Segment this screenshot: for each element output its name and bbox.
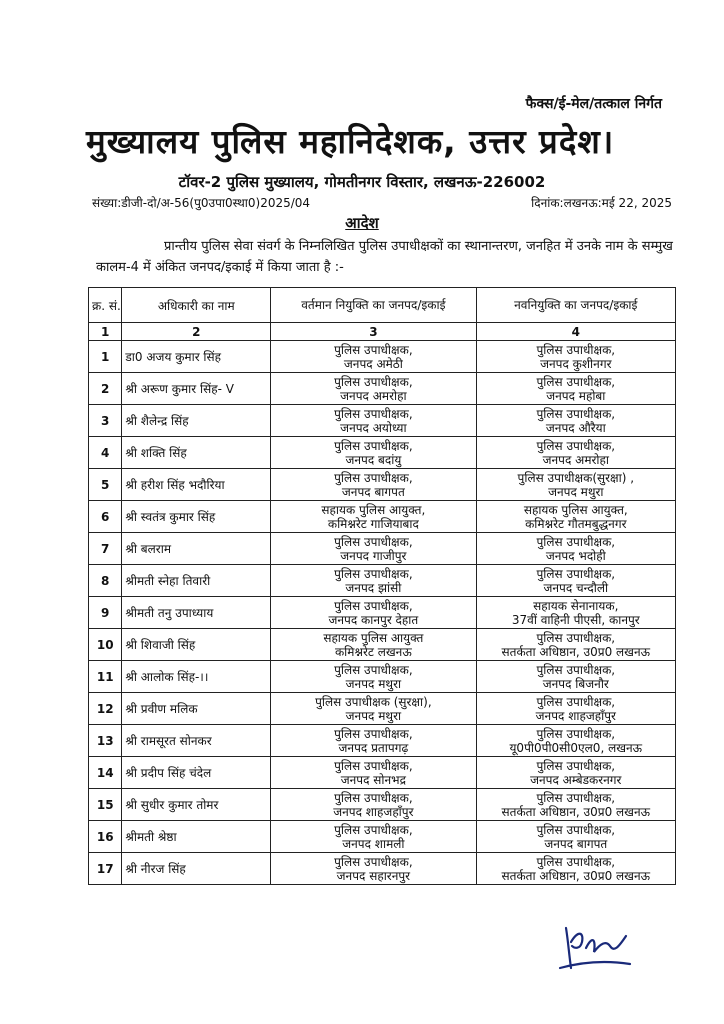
new-posting	[476, 469, 675, 501]
current-posting-line-1: पुलिस उपाधीक्षक,	[334, 790, 413, 805]
table-row	[89, 757, 676, 789]
header-new-posting: नवनियुक्ति का जनपद/इकाई	[476, 288, 675, 323]
new-posting-line-2: जनपद महोबा	[546, 388, 606, 403]
new-posting-line-2: जनपद चन्दौली	[543, 580, 609, 595]
serial-number: 4	[89, 437, 122, 469]
reference-number: संख्या:डीजी-दो/अ-56(पु0उपा0स्था0)2025/04	[92, 196, 311, 210]
officer-name: श्री प्रवीण मलिक	[122, 693, 271, 725]
current-posting-line-2: जनपद सहारनपुर	[336, 868, 411, 883]
new-posting-line-1: पुलिस उपाधीक्षक,	[536, 662, 616, 677]
new-posting-line-1: पुलिस उपाधीक्षक,	[536, 854, 616, 869]
current-posting-line-2: जनपद सोनभद्र	[340, 772, 406, 787]
table-row	[89, 661, 676, 693]
table-row	[89, 629, 676, 661]
officer-name: श्री शैलेन्द्र सिंह	[122, 405, 271, 437]
officer-name: श्री रामसूरत सोनकर	[122, 725, 271, 757]
current-posting-line-1: पुलिस उपाधीक्षक,	[334, 598, 413, 613]
new-posting-line-2: सतर्कता अधिष्ठान, उ0प्र0 लखनऊ	[501, 804, 651, 819]
current-posting-line-2: जनपद झांसी	[345, 580, 402, 595]
current-posting-line-2: जनपद बागपत	[341, 484, 405, 499]
new-posting	[476, 789, 675, 821]
table-header-row	[89, 288, 676, 323]
officer-name: श्री स्वतंत्र कुमार सिंह	[122, 501, 271, 533]
current-posting	[271, 597, 476, 629]
officer-name: श्री शक्ति सिंह	[122, 437, 271, 469]
serial-number: 15	[89, 789, 122, 821]
current-posting-line-2: जनपद अमेठी	[343, 356, 403, 371]
table-row	[89, 469, 676, 501]
officer-name: डा0 अजय कुमार सिंह	[122, 341, 271, 373]
new-posting-line-1: पुलिस उपाधीक्षक,	[536, 534, 616, 549]
current-posting-line-2: जनपद शाहजहाँपुर	[333, 804, 414, 819]
current-posting	[271, 629, 476, 661]
new-posting-line-1: सहायक सेनानायक,	[533, 598, 619, 613]
serial-number: 2	[89, 373, 122, 405]
column-number: 3	[271, 323, 476, 341]
current-posting	[271, 533, 476, 565]
current-posting-line-2: कमिश्नरेट गाजियाबाद	[327, 516, 419, 531]
serial-number: 5	[89, 469, 122, 501]
new-posting-line-2: यू0पी0पी0सी0एल0, लखनऊ	[509, 740, 643, 755]
current-posting-line-1: पुलिस उपाधीक्षक,	[334, 406, 413, 421]
current-posting-line-1: पुलिस उपाधीक्षक,	[334, 662, 413, 677]
current-posting	[271, 341, 476, 373]
new-posting-line-1: पुलिस उपाधीक्षक,	[536, 726, 616, 741]
current-posting-line-1: पुलिस उपाधीक्षक (सुरक्षा),	[315, 694, 432, 709]
current-posting	[271, 789, 476, 821]
current-posting-line-2: जनपद अमरोहा	[340, 388, 407, 403]
new-posting-line-2: जनपद अमरोहा	[542, 452, 609, 467]
officer-name: श्री आलोक सिंह-।।	[122, 661, 271, 693]
new-posting	[476, 853, 675, 885]
current-posting-line-2: जनपद अयोध्या	[340, 420, 407, 435]
transfer-table	[88, 287, 676, 885]
table-row	[89, 789, 676, 821]
table-row	[89, 853, 676, 885]
officer-name: श्री सुधीर कुमार तोमर	[122, 789, 271, 821]
current-posting	[271, 725, 476, 757]
serial-number: 8	[89, 565, 122, 597]
serial-number: 3	[89, 405, 122, 437]
current-posting	[271, 693, 476, 725]
new-posting	[476, 373, 675, 405]
current-posting	[271, 757, 476, 789]
current-posting-line-1: पुलिस उपाधीक्षक,	[334, 758, 413, 773]
table-row	[89, 405, 676, 437]
current-posting	[271, 469, 476, 501]
new-posting-line-2: जनपद औरैया	[545, 420, 606, 435]
new-posting	[476, 821, 675, 853]
serial-number: 6	[89, 501, 122, 533]
officer-name: श्री शिवाजी सिंह	[122, 629, 271, 661]
table-row	[89, 725, 676, 757]
table-row	[89, 437, 676, 469]
order-heading: आदेश	[345, 214, 379, 232]
new-posting	[476, 341, 675, 373]
fax-line: फैक्स/ई-मेल/तत्काल निर्गत	[525, 96, 662, 112]
current-posting-line-1: सहायक पुलिस आयुक्त,	[321, 502, 426, 517]
new-posting-line-2: 37वीं वाहिनी पीएसी, कानपुर	[511, 612, 640, 627]
new-posting-line-2: सतर्कता अधिष्ठान, उ0प्र0 लखनऊ	[501, 644, 651, 659]
table-row	[89, 597, 676, 629]
signature-mark	[552, 918, 632, 974]
officer-name: श्रीमती स्नेहा तिवारी	[122, 565, 271, 597]
new-posting	[476, 405, 675, 437]
serial-number: 12	[89, 693, 122, 725]
header-officer-name: अधिकारी का नाम	[122, 288, 271, 323]
current-posting-line-1: सहायक पुलिस आयुक्त	[323, 630, 424, 645]
column-number: 2	[122, 323, 271, 341]
officer-name: श्री बलराम	[122, 533, 271, 565]
serial-number: 1	[89, 341, 122, 373]
current-posting-line-2: कमिश्नरेट लखनऊ	[334, 644, 412, 659]
current-posting-line-2: जनपद मथुरा	[345, 708, 402, 723]
officer-name: श्रीमती तनु उपाध्याय	[122, 597, 271, 629]
reference-row	[92, 194, 672, 211]
serial-number: 9	[89, 597, 122, 629]
table-row	[89, 533, 676, 565]
office-address: टॉवर-2 पुलिस मुख्यालय, गोमतीनगर विस्तार, लखनऊ-226002	[178, 173, 546, 191]
new-posting	[476, 501, 675, 533]
current-posting-line-2: जनपद शामली	[342, 836, 405, 851]
new-posting	[476, 629, 675, 661]
table-row	[89, 693, 676, 725]
new-posting-line-1: सहायक पुलिस आयुक्त,	[523, 502, 628, 517]
current-posting-line-1: पुलिस उपाधीक्षक,	[334, 438, 413, 453]
new-posting-line-2: जनपद शाहजहाँपुर	[535, 708, 616, 723]
officer-name: श्री नीरज सिंह	[122, 853, 271, 885]
new-posting-line-2: जनपद बिजनौर	[542, 676, 609, 691]
current-posting-line-1: पुलिस उपाधीक्षक,	[334, 726, 413, 741]
current-posting-line-2: जनपद गाजीपुर	[340, 548, 407, 563]
current-posting-line-1: पुलिस उपाधीक्षक,	[334, 470, 413, 485]
current-posting	[271, 853, 476, 885]
new-posting-line-2: जनपद अम्बेडकरनगर	[530, 772, 622, 787]
new-posting-line-2: सतर्कता अधिष्ठान, उ0प्र0 लखनऊ	[501, 868, 651, 883]
table-row	[89, 373, 676, 405]
new-posting-line-1: पुलिस उपाधीक्षक,	[536, 374, 616, 389]
current-posting-line-1: पुलिस उपाधीक्षक,	[334, 822, 413, 837]
serial-number: 17	[89, 853, 122, 885]
new-posting-line-1: पुलिस उपाधीक्षक,	[536, 630, 616, 645]
current-posting-line-2: जनपद मथुरा	[345, 676, 402, 691]
serial-number: 16	[89, 821, 122, 853]
new-posting	[476, 437, 675, 469]
current-posting	[271, 405, 476, 437]
new-posting-line-2: जनपद बागपत	[544, 836, 608, 851]
current-posting	[271, 437, 476, 469]
current-posting	[271, 501, 476, 533]
serial-number: 14	[89, 757, 122, 789]
current-posting-line-1: पुलिस उपाधीक्षक,	[334, 342, 413, 357]
officer-name: श्री प्रदीप सिंह चंदेल	[122, 757, 271, 789]
current-posting-line-1: पुलिस उपाधीक्षक,	[334, 854, 413, 869]
new-posting	[476, 661, 675, 693]
new-posting	[476, 565, 675, 597]
serial-number: 11	[89, 661, 122, 693]
new-posting-line-2: जनपद भदोही	[545, 548, 606, 563]
serial-number: 13	[89, 725, 122, 757]
new-posting	[476, 597, 675, 629]
current-posting-line-1: पुलिस उपाधीक्षक,	[334, 566, 413, 581]
current-posting-line-2: जनपद प्रतापगढ़	[338, 740, 409, 755]
header-current-posting: वर्तमान नियुक्ति का जनपद/इकाई	[271, 288, 476, 323]
new-posting-line-2: जनपद कुशीनगर	[540, 356, 612, 371]
new-posting-line-2: जनपद मथुरा	[548, 484, 604, 499]
new-posting-line-1: पुलिस उपाधीक्षक,	[536, 822, 616, 837]
new-posting	[476, 757, 675, 789]
current-posting	[271, 565, 476, 597]
table-row	[89, 501, 676, 533]
table-row	[89, 341, 676, 373]
new-posting-line-1: पुलिस उपाधीक्षक,	[536, 438, 616, 453]
column-number-row	[89, 323, 676, 341]
page-title: मुख्यालय पुलिस महानिदेशक, उत्तर प्रदेश।	[86, 122, 615, 161]
current-posting-line-1: पुलिस उपाधीक्षक,	[334, 534, 413, 549]
officer-name: श्री हरीश सिंह भदौरिया	[122, 469, 271, 501]
column-number: 4	[476, 323, 675, 341]
serial-number: 10	[89, 629, 122, 661]
table-row	[89, 565, 676, 597]
current-posting-line-2: जनपद कानपुर देहात	[328, 612, 419, 627]
officer-name: श्रीमती श्रेष्ठा	[122, 821, 271, 853]
new-posting-line-1: पुलिस उपाधीक्षक,	[536, 758, 616, 773]
current-posting	[271, 821, 476, 853]
new-posting-line-1: पुलिस उपाधीक्षक,	[536, 406, 616, 421]
new-posting	[476, 693, 675, 725]
current-posting-line-1: पुलिस उपाधीक्षक,	[334, 374, 413, 389]
new-posting-line-1: पुलिस उपाधीक्षक(सुरक्षा) ,	[517, 470, 635, 485]
officer-name: श्री अरूण कुमार सिंह- V	[122, 373, 271, 405]
current-posting-line-2: जनपद बदांयु	[345, 452, 402, 467]
order-date: दिनांक:लखनऊ:मई 22, 2025	[531, 196, 672, 210]
current-posting	[271, 661, 476, 693]
new-posting-line-1: पुलिस उपाधीक्षक,	[536, 342, 616, 357]
new-posting	[476, 533, 675, 565]
serial-number: 7	[89, 533, 122, 565]
column-number: 1	[89, 323, 122, 341]
table-row	[89, 821, 676, 853]
header-serial: क्र. सं.	[89, 288, 122, 323]
new-posting-line-1: पुलिस उपाधीक्षक,	[536, 694, 616, 709]
new-posting-line-2: कमिश्नरेट गौतमबुद्धनगर	[525, 516, 627, 531]
current-posting	[271, 373, 476, 405]
new-posting-line-1: पुलिस उपाधीक्षक,	[536, 790, 616, 805]
order-intro: प्रान्तीय पुलिस सेवा संवर्ग के निम्नलिखित पुलिस उपाधीक्षकों का स्थानान्तरण, जनहित में उनके नाम के सम्मुख कालम-4 में अंकित जनपद/इकाई में किया जाता है :-	[96, 239, 673, 275]
new-posting	[476, 725, 675, 757]
new-posting-line-1: पुलिस उपाधीक्षक,	[536, 566, 616, 581]
